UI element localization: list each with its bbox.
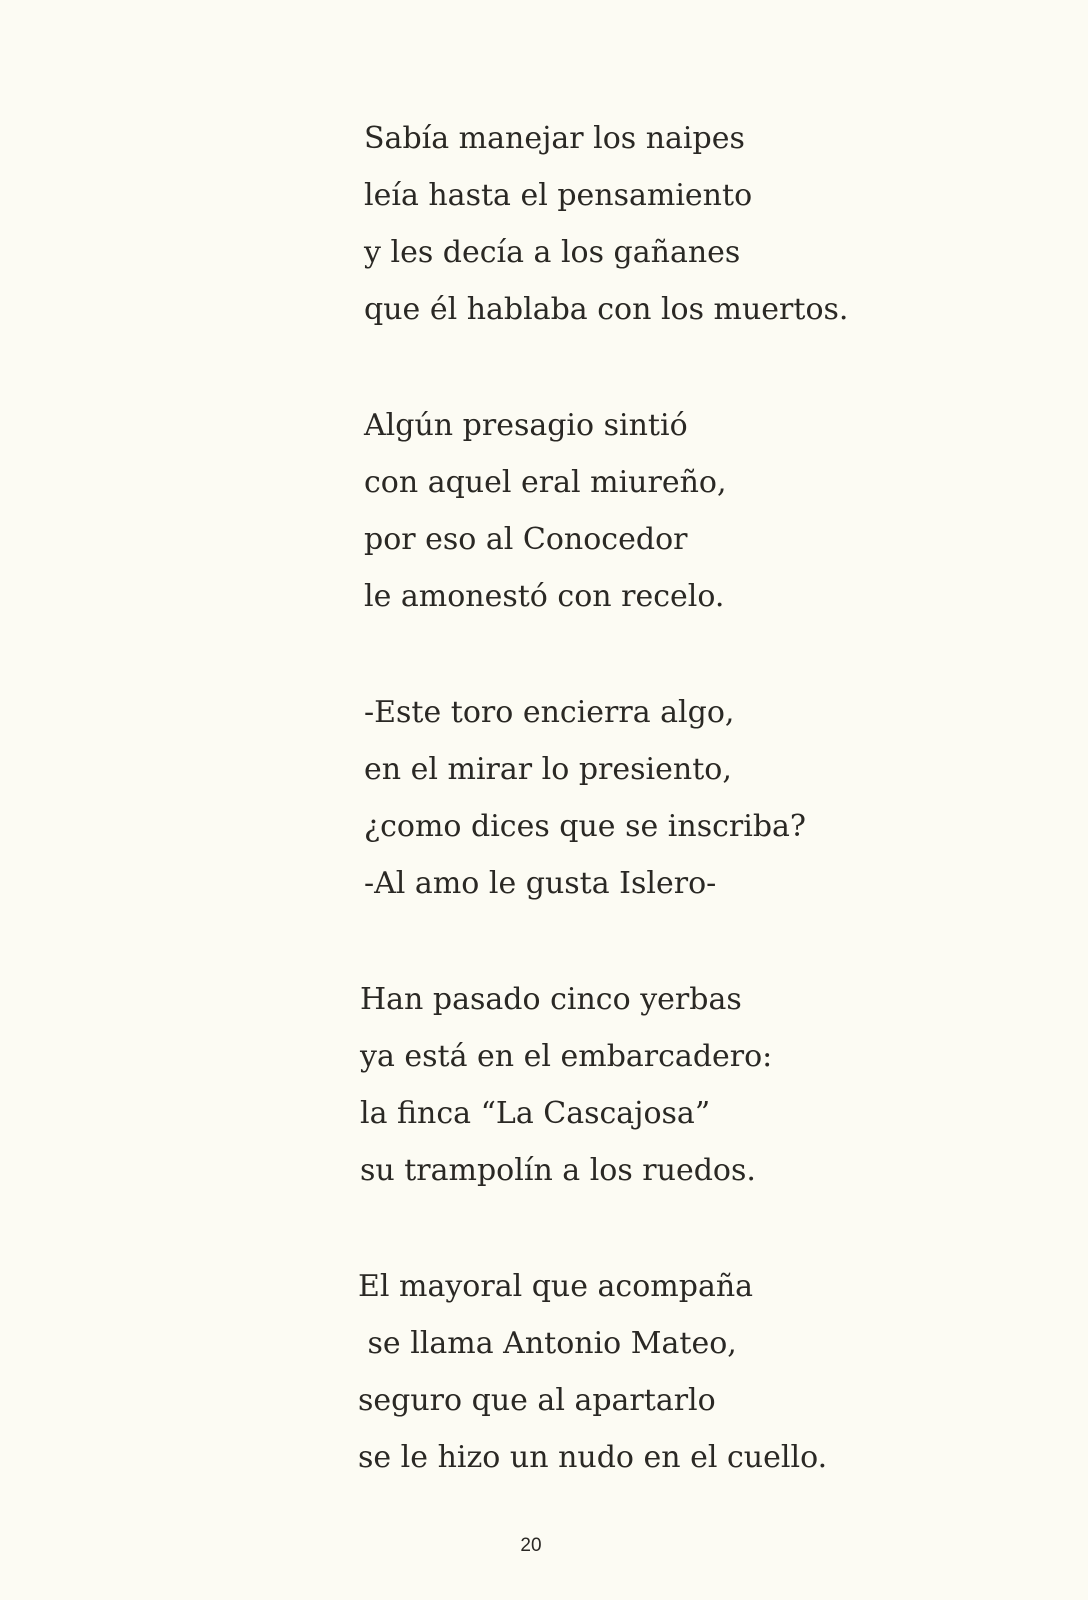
verse-line: por eso al Conocedor (364, 522, 688, 557)
verse-line: le amonestó con recelo. (364, 579, 725, 614)
verse-line: seguro que al apartarlo (358, 1383, 716, 1418)
stanza-4 (360, 971, 1064, 1199)
verse-line: y les decía a los gañanes (364, 235, 741, 270)
verse-line: con aquel eral miureño, (364, 465, 727, 500)
stanza-2 (364, 397, 1064, 625)
verse-line: El mayoral que acompaña (358, 1269, 754, 1304)
verse-line: que él hablaba con los muertos. (364, 292, 849, 327)
verse-line: Algún presagio sintió (364, 408, 688, 443)
stanza-5 (358, 1258, 1064, 1486)
verse-line: su trampolín a los ruedos. (360, 1153, 756, 1188)
verse-line: en el mirar lo presiento, (364, 752, 732, 787)
verse-line: ¿como dices que se inscriba? (364, 809, 807, 844)
stanza-1 (364, 110, 1064, 338)
stanza-3 (364, 684, 1064, 912)
verse-line: -Este toro encierra algo, (364, 695, 735, 730)
poem-body (358, 110, 1064, 1545)
verse-line: Sabía manejar los naipes (364, 121, 745, 156)
verse-line: -Al amo le gusta Islero- (364, 866, 717, 901)
verse-line: leía hasta el pensamiento (364, 178, 753, 213)
verse-line: ya está en el embarcadero: (360, 1039, 773, 1074)
page-number: 20 (520, 1535, 542, 1556)
verse-line: se llama Antonio Mateo, (358, 1326, 737, 1361)
verse-line: la finca “La Cascajosa” (360, 1096, 711, 1131)
verse-line: Han pasado cinco yerbas (360, 982, 742, 1017)
verse-line: se le hizo un nudo en el cuello. (358, 1440, 828, 1475)
